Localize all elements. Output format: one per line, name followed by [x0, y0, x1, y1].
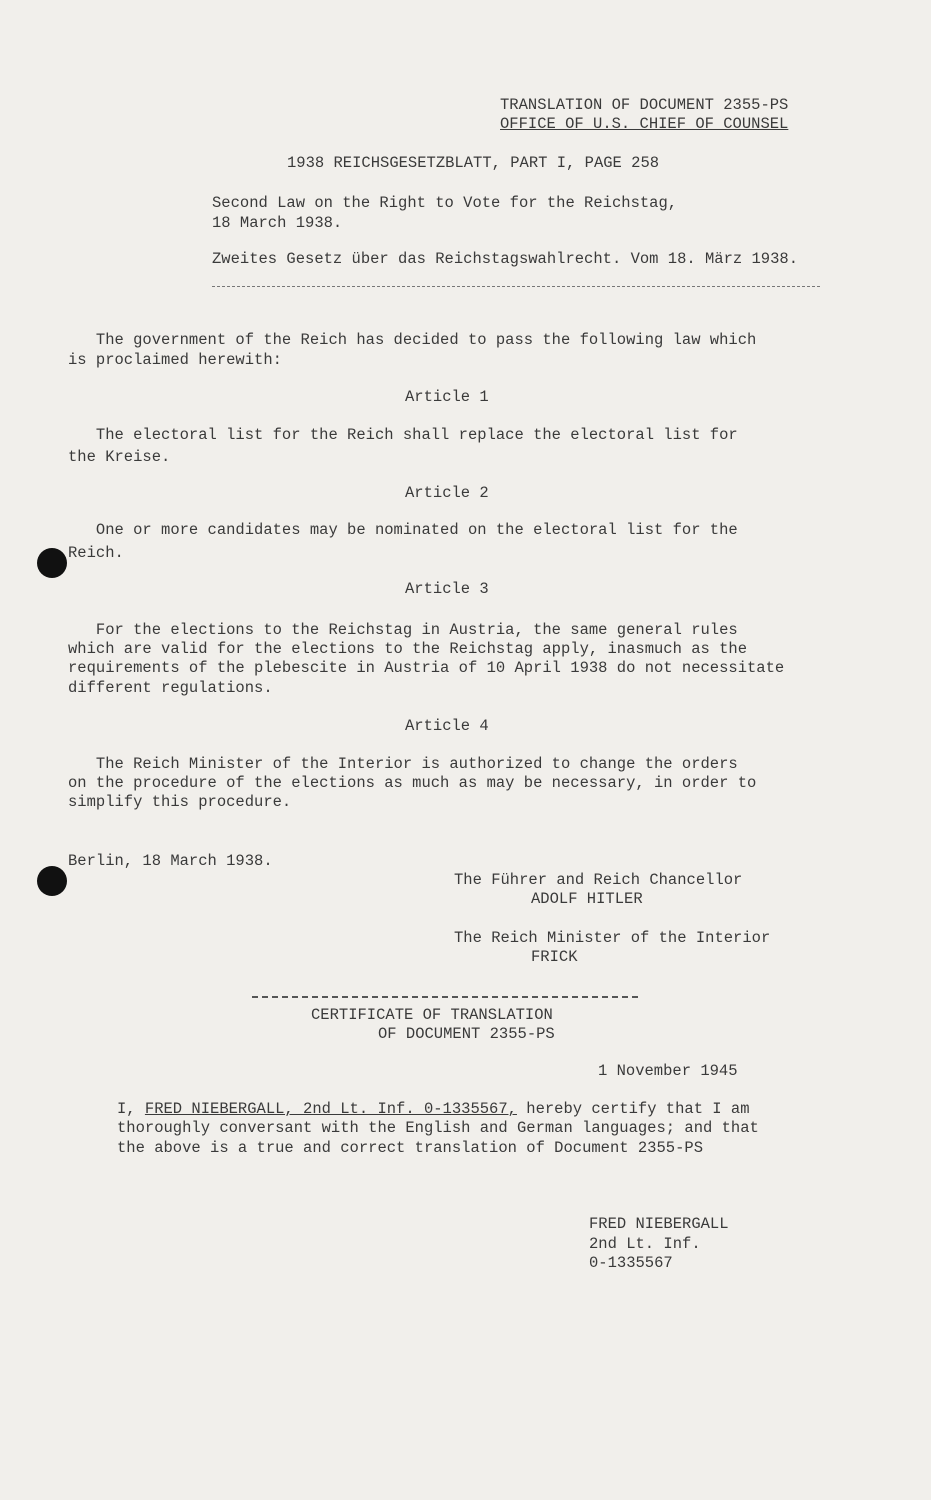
certificate-text-rest: hereby certify that I am: [516, 1100, 750, 1118]
article-2-line-1: One or more candidates may be nominated on the electoral list for the: [68, 521, 738, 539]
article-2-line-2: Reich.: [68, 544, 124, 562]
article-4-line-2: on the procedure of the elections as much as may be necessary, in order to: [68, 774, 757, 792]
certificate-text-line-1: [117, 1100, 750, 1118]
article-4-line-1: The Reich Minister of the Interior is authorized to change the orders: [68, 755, 738, 773]
article-3-line-3: requirements of the plebescite in Austria of 10 April 1938 do not necessitate: [68, 659, 785, 677]
certificate-divider: [252, 996, 638, 998]
article-3-line-1: For the elections to the Reichstag in Austria, the same general rules: [68, 621, 738, 639]
certificate-text-line-3: the above is a true and correct translation of Document 2355-PS: [117, 1139, 703, 1157]
article-1-line-1: The electoral list for the Reich shall replace the electoral list for: [68, 426, 738, 444]
certificate-date: 1 November 1945: [598, 1062, 738, 1080]
title-divider: [212, 286, 820, 287]
signatory-2-name: FRICK: [531, 948, 578, 966]
signatory-2-role: The Reich Minister of the Interior: [454, 929, 771, 947]
preamble-line-1: The government of the Reich has decided to pass the following law which: [68, 331, 757, 349]
signatory-1-role: The Führer and Reich Chancellor: [454, 871, 743, 889]
punch-hole-bottom: [37, 866, 67, 896]
article-4-line-3: simplify this procedure.: [68, 793, 292, 811]
signer-name: FRED NIEBERGALL: [589, 1215, 729, 1233]
article-3-line-2: which are valid for the elections to the Reichstag apply, inasmuch as the: [68, 640, 748, 658]
certificate-text-line-2: thoroughly conversant with the English and German languages; and that: [117, 1119, 759, 1137]
article-1-heading: Article 1: [405, 388, 489, 406]
article-4-heading: Article 4: [405, 717, 489, 735]
signatory-1-name: ADOLF HITLER: [531, 890, 643, 908]
header-line-1: TRANSLATION OF DOCUMENT 2355-PS: [500, 96, 789, 114]
place-date: Berlin, 18 March 1938.: [68, 852, 273, 870]
punch-hole-top: [37, 548, 67, 578]
preamble-line-2: is proclaimed herewith:: [68, 351, 282, 369]
article-2-heading: Article 2: [405, 484, 489, 502]
certificate-title-2: OF DOCUMENT 2355-PS: [378, 1025, 555, 1043]
article-1-line-2: the Kreise.: [68, 448, 171, 466]
title-german: Zweites Gesetz über das Reichstagswahlrecht. Vom 18. März 1938.: [212, 250, 798, 268]
source-citation: 1938 REICHSGESETZBLATT, PART I, PAGE 258: [287, 154, 660, 172]
title-english-1: Second Law on the Right to Vote for the Reichstag,: [212, 194, 678, 212]
signer-serial: 0-1335567: [589, 1254, 673, 1272]
article-3-heading: Article 3: [405, 580, 489, 598]
signer-rank: 2nd Lt. Inf.: [589, 1235, 701, 1253]
translator-identity: FRED NIEBERGALL, 2nd Lt. Inf. 0-1335567,: [144, 1100, 517, 1118]
title-english-2: 18 March 1938.: [212, 214, 343, 232]
certificate-title-1: CERTIFICATE OF TRANSLATION: [311, 1006, 553, 1024]
article-3-line-4: different regulations.: [68, 679, 273, 697]
certificate-text-prefix: I,: [117, 1100, 145, 1118]
header-line-2: OFFICE OF U.S. CHIEF OF COUNSEL: [500, 115, 789, 133]
